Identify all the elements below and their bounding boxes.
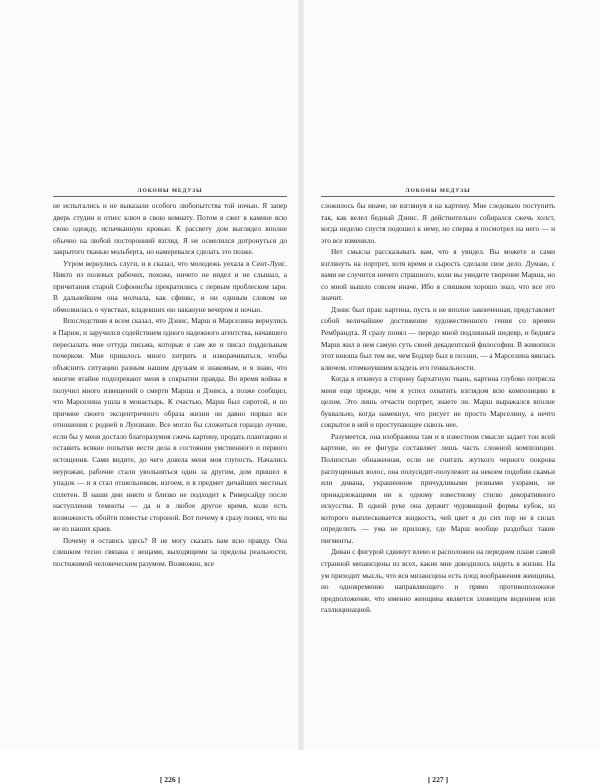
- page-text: [53, 200, 287, 570]
- paragraph: Диван с фигурой сдвинут влево и расположен на переднем плане самой странной мизансцены из всех, какие мне доводилось видеть в жизни. На ум приходит мысль, что вся мизансцена есть плод воображения женщины, но одновременно направляющего и прямо противоположное предположение, что именно женщина является зловещим видением или галлюцинацией.: [321, 547, 555, 615]
- paragraph: не испытались и не выказали особого любопытства той ночью. Я запер дверь студии и отнес ключ в свою комнату. Потом я сжег в камине всю свою одежду, испачканную кровью. К рассвету дом выглядел вполне обычно на любой посторонний взгляд. Я не осмелился дотронуться до закрытого тканью мольберта, но намеревался сделать это позже.: [53, 201, 287, 257]
- page-number: [ 227 ]: [427, 775, 449, 784]
- right-page: [321, 188, 555, 784]
- page-number-value: 226: [164, 775, 176, 784]
- paragraph: Нет смысла рассказывать вам, что я увидел. Вы можете и сами взглянуть на портрет, хотя время и сырость сделали свое дело. Думаю, с вами не случится ничего страшного, коли вы увидите творение Марша, но со мной вышло совсем иначе. Ибо я слишком хорошо знал, что все это значит.: [321, 247, 555, 303]
- paragraph: Когда я откинул в сторону бархатную ткань, картина глубоко потрясла меня еще прежде, чем я успел охватить взглядом всю композицию в целом. Это лишь отчасти портрет, знаете ли. Марш выражался вполне буквально, когда намекнул, что рисует не просто Марселину, а нечто сокрытое в ней и проступающее сквозь нее.: [321, 374, 555, 430]
- paragraph: Утром вернулись слуги, и я сказал, что молодежь уехала в Сент-Луис. Никто из полевых рабочих, похоже, ничего не видел и не слышал, а причитания старой Софонисбы прекратились с первым проблеском зари. В дальнейшем она молчала, как сфинкс, и ни единым словом не обмолвилась о чувствах, владевших ею накануне вечером и ночью.: [53, 258, 287, 314]
- paragraph: Разумеется, она изображена там и в известном смысле задает тон всей картине, но ее фигура составляет лишь часть сложной композиции. Полностью обнаженная, если не считать жуткого черного покрова распущенных волос, она полусидит-полулежит на некоем подобии скамьи или дивана, украшенном причудливыми резными узорами, не принадлежащими ни к одному известному стилю декоративного искусства. В одной руке она держит чудовищной формы кубок, из которого выплескивается жидкость, чей цвет я до сих пор не в силах определить — ума не приложу, где Марш вообще раздобыл такие пигменты.: [321, 431, 555, 545]
- paragraph: Почему я остаюсь здесь? Я не могу сказать вам всю правду. Она слишком тесно связана с вещами, выходящими за пределы реальности, постижимой человеческим разумом. Возможно, все: [53, 535, 287, 568]
- running-header: ЛОКОНЫ МЕДУЗЫ: [53, 188, 287, 197]
- paragraph: Дэнис был прав: картина, пусть и не вполне законченная, представляет собой величайшее достижение художественного гения со времен Рембрандта. Я сразу понял — передо мной подлинный шедевр, и бедняга Марш жил в нем самую суть своей декадентской философии. В живописи этот юноша был тем же, чем Бодлер был в поэзии, — а Марселина явилась ключом, отомкнувшим кладезь его гениальности.: [321, 304, 555, 372]
- left-page: [53, 188, 287, 784]
- page-text: [321, 200, 555, 616]
- running-header: ЛОКОНЫ МЕДУЗЫ: [321, 188, 555, 197]
- book-gutter: [298, 0, 304, 750]
- paragraph: Впоследствии я всем сказал, что Дэнис, Марш и Марселина вернулись в Париж, и заручился содействием одного надежного агентства, начавшего пересылать мне оттуда письма, которые я сам же и писал поддельным почерком. Мне пришлось много хитрить и изворачиваться, чтобы объяснить ситуацию разным нашим друзьям и знакомым, и я знаю, что многие втайне подозревают меня в сокрытии правды. Во время войны я получил много извещений о смерти Марша и Дэниса, а позже сообщил, что Марселина ушла в монастырь. К счастью, Марш был сиротой, и по причине своего эксцентричного образа жизни он давно порвал все отношения с родней в Луизиане. Все могло бы сложиться гораздо лучше, если бы у меня достало благоразумия сжечь картину, продать плантацию и оставить всякие попытки вести дела в состоянии умственного и первого истощения. Сами видите, до чего довела меня моя глупость. Начались неурожаи, рабочие стали увольняться один за другим, дом пришел в упадок — и я стал отшельником, изгоем, и в предмет дичайших местных сплетен. В наши дни никто и близко не подходит к Риверсайду после наступления темноты — да и в любое другое время, коли есть возможность обойти поместье стороной. Вот почему я сразу понял, что вы не из наших краев.: [53, 316, 287, 534]
- page-number: [ 226 ]: [159, 775, 181, 784]
- page-number-value: 227: [432, 775, 444, 784]
- paragraph: сложилось бы иначе, не взглянув я на картину. Мне следовало поступить так, как велел бедный Дэнис. Я действительно собирался сжечь холст, когда неделю спустя подошел к нему, но сперва я посмотрел на него — и это все изменило.: [321, 201, 555, 245]
